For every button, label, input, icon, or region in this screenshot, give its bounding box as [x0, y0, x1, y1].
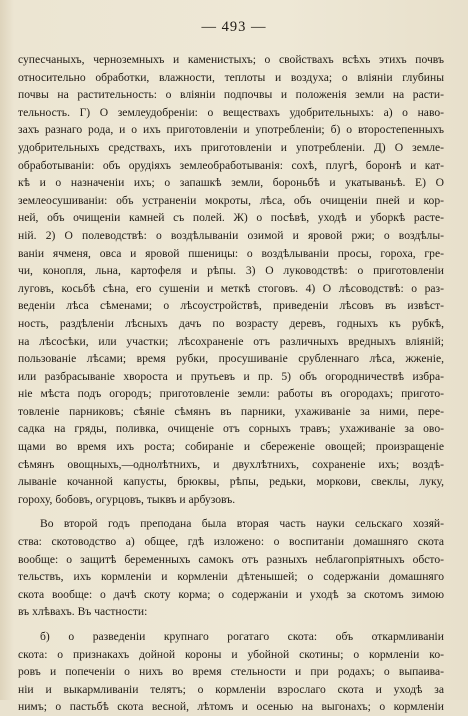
text-line: тельствъ, ихъ кормленіи и кормленіи дѣтенышей; о содержаніи домашняго [18, 570, 444, 584]
text-line: относительно обработки, влажности, теплоты и воздуха; о вліяніи глубины [18, 70, 444, 84]
text-line: садка на гряды, поливка, очищеніе отъ сорныхъ травъ; ухаживаніе за ово- [18, 422, 444, 436]
text-line: захъ разнаго рода, и о ихъ приготовленіи и употребленіи; б) о второстепенныхъ [18, 123, 444, 137]
text-line: землеосушиваніи: объ устраненіи мокроты, лѣса, объ очищеніи пней и кор- [18, 193, 444, 207]
text-line: супесчаныхъ, черноземныхъ и каменистыхъ; о свойствахъ всѣхъ этихъ почвъ [18, 53, 444, 66]
page-number: — 493 — [201, 19, 267, 35]
text-line: луговъ, косьбѣ сѣна, его сушеніи и меткѣ стоговъ. 4) О лѣсоводствѣ: о раз- [18, 281, 444, 295]
text-line: ровъ и попеченіи о нихъ во время стельности и при родахъ; о выпаива- [18, 665, 444, 679]
text-line: щами во время ихъ роста; собираніе и сбереженіе овощей; произращеніе [18, 440, 444, 454]
text-line: ній. 2) О полеводствѣ: о воздѣлываніи озимой и яровой ржи; о воздѣлы- [18, 228, 444, 242]
text-line: товленіе парниковъ; сѣяніе сѣмянъ въ парники, ухаживаніе за ними, пере- [18, 404, 444, 418]
text-line: обработываніи: объ орудіяхъ землеобработыванія: сохѣ, плугѣ, боронѣ и кат- [18, 158, 444, 172]
body-text [18, 51, 444, 716]
text-line: ваніи ячменя, овса и яровой пшеницы: о воздѣлываніи просы, гороха, гре- [18, 246, 444, 260]
text-line: ней, объ очищеніи камней съ полей. Ж) о посѣвѣ, уходѣ и уборкѣ расте- [18, 211, 444, 225]
text-line: въ хлѣвахъ. Въ частности: [18, 605, 148, 619]
text-line: на лѣсосѣки, или участки; лѣсохраненіе отъ различныхъ вредныхъ вліяній; [18, 334, 444, 348]
text-line: ніе мѣста подъ огородъ; приготовленіе земли: работы въ огородахъ; пригото- [18, 387, 444, 401]
text-line: почвы на растительность: о вліяніи подпочвы и положенія земли на расти- [18, 88, 444, 102]
text-line: ніи и выкармливаніи телятъ; о кормленіи взрослаго скота и уходѣ за [18, 682, 444, 696]
text-line: сѣмянъ овощныхъ,—однолѣтнихъ, и двухлѣтнихъ, сохраненіе ихъ; воздѣ- [18, 457, 444, 471]
text-line: нимъ; о пастьбѣ скота весной, лѣтомъ и осенью на выгонахъ; о кормленіи [18, 700, 444, 714]
text-line: тельность. Г) О землеудобреніи: о веществахъ удобрительныхъ: а) о наво- [18, 105, 444, 119]
text-line: удобрительныхъ средствахъ, ихъ приготовленіи и употребленіи. Д) О земле- [18, 140, 444, 154]
text-line: кѣ и о назначеніи ихъ; о запашкѣ земли, бороньбѣ и укатываньѣ. Е) О [18, 176, 444, 190]
text-line: скота вообще: о дачѣ скоту корма; о содержаніи и уходѣ за скотомъ зимою [18, 587, 444, 601]
text-line: скота: о признакахъ дойной короны и убойной скотины; о кормленіи ко- [18, 647, 444, 661]
text-line: ства: скотоводство а) общее, гдѣ изложено: о воспитаніи домашняго скота [18, 535, 444, 549]
text-line: чи, конопля, льна, картофеля и рѣпы. 3) О луководствѣ: о приготовленіи [18, 264, 444, 278]
text-line: вообще: о защитѣ беременныхъ самокъ отъ разныхъ неблагопріятныхъ обсто- [18, 552, 444, 566]
text-line: веденіи лѣса сѣменами; о лѣсоустройствѣ, приведеніи лѣсовъ въ извѣст- [18, 299, 444, 313]
text-line: или разбрасываніе хвороста и прутьевъ и пр. 5) объ огородничествѣ избра- [18, 369, 444, 383]
text-line: гороху, бобовъ, огурцовъ, тыквъ и арбузовъ. [18, 492, 236, 506]
text-line: Во второй годъ преподана была вторая часть науки сельскаго хозяй- [40, 517, 444, 531]
text-line: лываніе кочанной капусты, брюквы, рѣпы, редьки, моркови, свеклы, луку, [18, 475, 444, 489]
text-line: ность, раздѣленіи лѣсныхъ дачъ по возрасту деревъ, годныхъ къ рубкѣ, [18, 316, 444, 330]
text-line: б) о разведеніи крупнаго рогатаго скота: объ откармливаніи [40, 630, 444, 643]
text-line: пользованіе лѣсами; время рубки, просушиваніе срубленнаго лѣса, жженіе, [18, 352, 444, 366]
